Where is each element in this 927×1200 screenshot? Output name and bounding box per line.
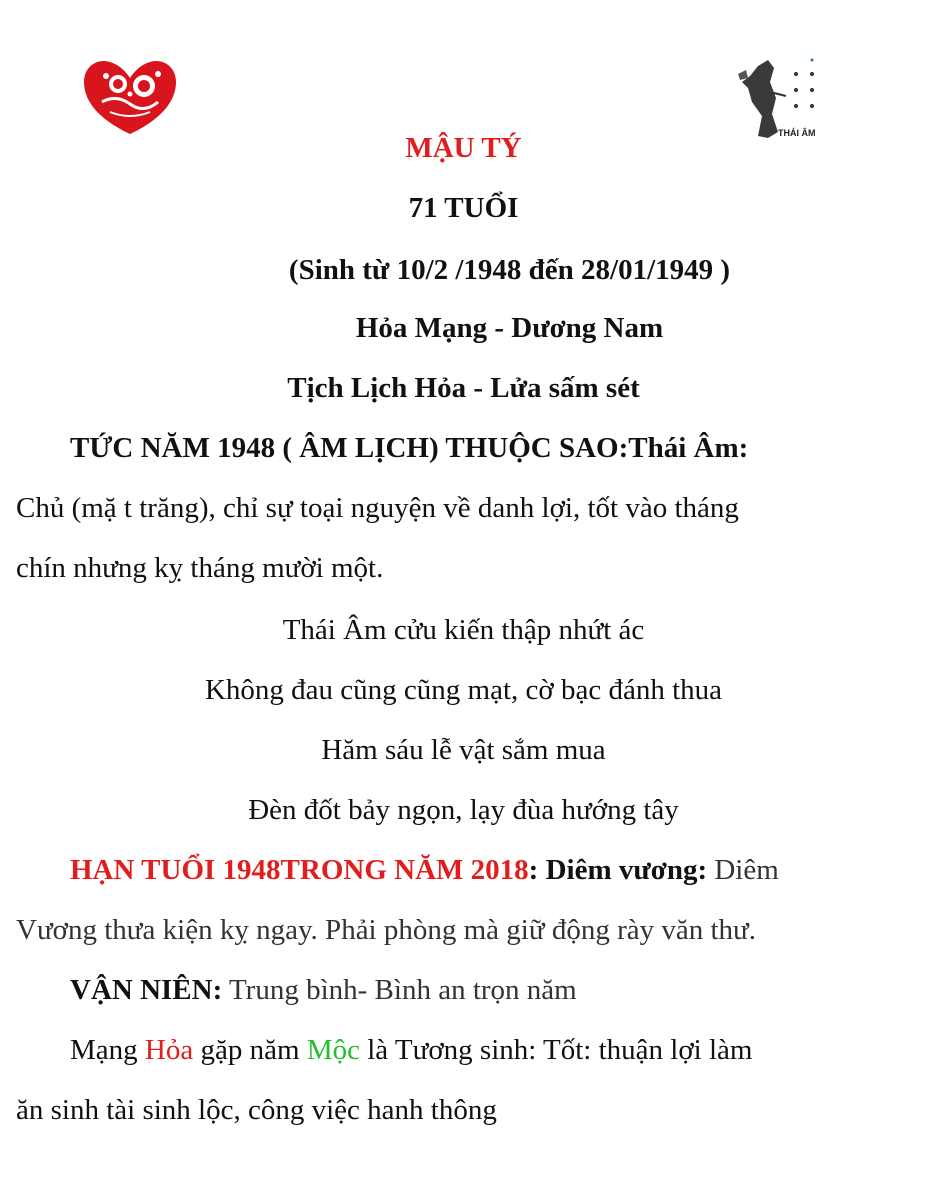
han-line2: Vương thưa kiện kỵ ngay. Phải phòng mà giữ động rày văn thư. — [16, 914, 756, 946]
mang-section-p2: gặp năm — [193, 1034, 307, 1066]
page-title: MẬU TÝ — [405, 132, 522, 164]
poem-line-4: Đèn đốt bảy ngọn, lạy đùa hướng tây — [248, 794, 679, 826]
poem-line-1: Thái Âm cửu kiến thập nhứt ác — [282, 614, 645, 646]
mang-section-line1 — [70, 1032, 927, 1068]
han-red-label: HẠN TUỔI 1948TRONG NĂM 2018 — [70, 854, 529, 886]
mang-section-p3: là Tương sinh: Tốt: thuận lợi làm — [359, 1034, 753, 1066]
van-nien-line — [70, 972, 927, 1008]
poem-line-2: Không đau cũng cũng mạt, cờ bạc đánh thua — [204, 674, 723, 706]
thai-am-logo-text: THÁI ÂM — [778, 128, 816, 138]
van-nien-label: VẬN NIÊN: — [70, 974, 223, 1006]
age-line: 71 TUỔI — [408, 192, 519, 224]
zodiac-rat-logo — [80, 54, 180, 138]
poem-line-3: Hăm sáu lễ vật sắm mua — [321, 734, 606, 766]
mang-line: Hỏa Mạng - Dương Nam — [355, 312, 664, 344]
van-nien-text: Trung bình- Bình an trọn năm — [222, 974, 577, 1006]
han-line — [70, 852, 927, 888]
mang-section-p1: Mạng — [70, 1034, 145, 1066]
star-desc-line2: chín nhưng kỵ tháng mười một. — [16, 552, 384, 584]
birth-range: (Sinh từ 10/2 /1948 đến 28/01/1949 ) — [288, 254, 731, 286]
star-desc-line1: Chủ (mặ t trăng), chỉ sự toại nguyện về danh lợi, tốt vào tháng — [16, 492, 739, 524]
mang-moc: Mộc — [306, 1034, 360, 1066]
han-text: Diêm — [707, 854, 779, 886]
star-heading: TỨC NĂM 1948 ( ÂM LỊCH) THUỘC SAO:Thái Âm: — [70, 432, 749, 464]
han-colon: : — [528, 854, 539, 886]
han-bold-label: Diêm vương: — [538, 854, 708, 886]
element-line: Tịch Lịch Hỏa - Lửa sấm sét — [287, 372, 640, 404]
mang-section-line2: ăn sinh tài sinh lộc, công việc hanh thông — [16, 1094, 497, 1126]
mang-hoa: Hỏa — [144, 1034, 194, 1066]
